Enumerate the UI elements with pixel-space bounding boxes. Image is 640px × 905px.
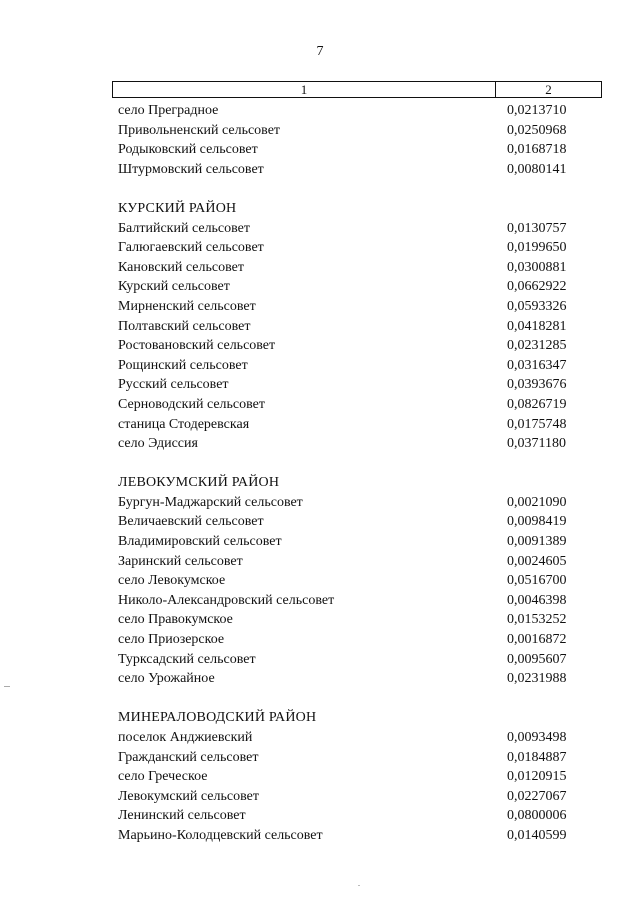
table-row (118, 395, 602, 415)
settlement-name: село Преградное (118, 103, 219, 118)
settlement-value: 0,0153252 (507, 612, 567, 628)
table-row (118, 356, 602, 376)
table-row (118, 219, 602, 239)
settlement-value: 0,0098419 (507, 514, 567, 530)
settlement-value: 0,0662922 (507, 279, 567, 295)
settlement-name: село Левокумское (118, 573, 226, 589)
settlement-name: Бургун-Маджарский сельсовет (118, 494, 303, 510)
settlement-name: село Эдиссия (118, 436, 198, 452)
table-row (118, 297, 602, 317)
table-header (112, 81, 602, 98)
settlement-name: село Греческое (118, 769, 208, 785)
table-row (118, 140, 602, 160)
settlement-value: 0,0227067 (507, 788, 567, 804)
settlement-value: 0,0093498 (507, 730, 567, 745)
settlement-name: село Урожайное (118, 671, 215, 687)
settlement-value: 0,0250968 (507, 122, 567, 138)
settlement-value: 0,0418281 (507, 318, 567, 334)
table-row (118, 552, 602, 572)
settlement-name: Серноводский сельсовет (118, 396, 265, 412)
settlement-name: Ленинский сельсовет (118, 808, 246, 824)
settlement-value: 0,0371180 (507, 436, 566, 452)
settlement-value: 0,0231988 (507, 671, 567, 687)
table-row (118, 101, 602, 121)
table-row (118, 787, 602, 807)
settlement-name: Марьино-Колодцевский сельсовет (118, 827, 323, 843)
page-number: 7 (316, 44, 324, 59)
column-header-1: 1 (113, 82, 496, 97)
settlement-value: 0,0095607 (507, 651, 567, 667)
table-row (118, 591, 602, 611)
settlement-name: станица Стодеревская (118, 416, 250, 432)
settlement-value: 0,0516700 (507, 573, 567, 589)
table-row (118, 238, 602, 258)
table-row (118, 415, 602, 435)
settlement-value: 0,0120915 (507, 769, 567, 785)
table-row (118, 748, 602, 768)
settlement-name: Левокумский сельсовет (118, 788, 259, 804)
table-row (118, 806, 602, 826)
table-row (118, 826, 602, 846)
settlement-value: 0,0231285 (507, 338, 567, 354)
settlement-value: 0,0393676 (507, 377, 567, 393)
settlement-name: Заринский сельсовет (118, 553, 243, 569)
settlement-name: село Приозерское (118, 632, 225, 648)
settlement-value: 0,0316347 (507, 357, 567, 373)
settlement-name: Русский сельсовет (118, 377, 229, 393)
table-row (118, 317, 602, 337)
settlement-name: Величаевский сельсовет (118, 514, 264, 530)
settlement-value: 0,0184887 (507, 749, 567, 765)
table-row (118, 571, 602, 591)
settlement-name: Николо-Александровский сельсовет (118, 592, 335, 608)
settlement-name: Владимировский сельсовет (118, 534, 282, 550)
settlement-name: Привольненский сельсовет (118, 122, 281, 138)
table-row (118, 512, 602, 532)
table-row (118, 669, 602, 689)
settlement-name: Мирненский сельсовет (118, 298, 256, 314)
settlement-name: Галюгаевский сельсовет (118, 240, 264, 256)
section-title: ЛЕВОКУМСКИЙ РАЙОН (118, 475, 280, 491)
column-header-2: 2 (545, 82, 552, 97)
settlement-value: 0,0593326 (507, 298, 567, 314)
settlement-value: 0,0213710 (507, 103, 567, 118)
table-row (118, 630, 602, 650)
settlement-name: Ростовановский сельсовет (118, 338, 276, 354)
section-heading (118, 473, 602, 493)
settlement-name: Рощинский сельсовет (118, 357, 248, 373)
settlement-list (118, 101, 602, 846)
margin-mark (4, 686, 10, 687)
settlement-value: 0,0826719 (507, 396, 567, 412)
settlement-value: 0,0080141 (507, 161, 567, 177)
table-row (118, 277, 602, 297)
settlement-value: 0,0175748 (507, 416, 567, 432)
settlement-name: Кановский сельсовет (118, 259, 244, 275)
row-spacer (118, 179, 602, 199)
table-row (118, 650, 602, 670)
settlement-value: 0,0016872 (507, 632, 567, 648)
table-row (118, 434, 602, 454)
table-row (118, 728, 602, 748)
section-heading (118, 199, 602, 219)
settlement-name: Балтийский сельсовет (118, 220, 251, 236)
settlement-value: 0,0140599 (507, 827, 567, 843)
settlement-name: Родыковский сельсовет (118, 142, 258, 158)
section-title: КУРСКИЙ РАЙОН (118, 200, 237, 216)
row-spacer (118, 454, 602, 474)
table-row (118, 532, 602, 552)
scan-speck (358, 885, 360, 886)
settlement-name: Гражданский сельсовет (118, 749, 259, 765)
settlement-value: 0,0024605 (507, 553, 567, 569)
table-row (118, 610, 602, 630)
section-heading (118, 708, 602, 728)
settlement-value: 0,0046398 (507, 592, 567, 608)
table-row (118, 375, 602, 395)
table-row (118, 258, 602, 278)
settlement-name: село Правокумское (118, 612, 233, 628)
settlement-value: 0,0300881 (507, 259, 567, 275)
settlement-name: Курский сельсовет (118, 279, 230, 295)
settlement-name: Турксадский сельсовет (118, 651, 256, 667)
settlement-value: 0,0021090 (507, 494, 567, 510)
settlement-name: поселок Анджиевский (118, 730, 253, 745)
settlement-name: Штурмовский сельсовет (118, 161, 264, 177)
row-spacer (118, 689, 602, 709)
settlement-name: Полтавский сельсовет (118, 318, 251, 334)
section-title: МИНЕРАЛОВОДСКИЙ РАЙОН (118, 710, 317, 726)
table-row (118, 336, 602, 356)
table-row (118, 493, 602, 513)
table-row (118, 767, 602, 787)
settlement-value: 0,0199650 (507, 240, 567, 256)
settlement-value: 0,0130757 (507, 220, 567, 236)
table-row (118, 160, 602, 180)
table-row (118, 121, 602, 141)
settlement-value: 0,0091389 (507, 534, 567, 550)
settlement-value: 0,0800006 (507, 808, 567, 824)
settlement-value: 0,0168718 (507, 142, 567, 158)
